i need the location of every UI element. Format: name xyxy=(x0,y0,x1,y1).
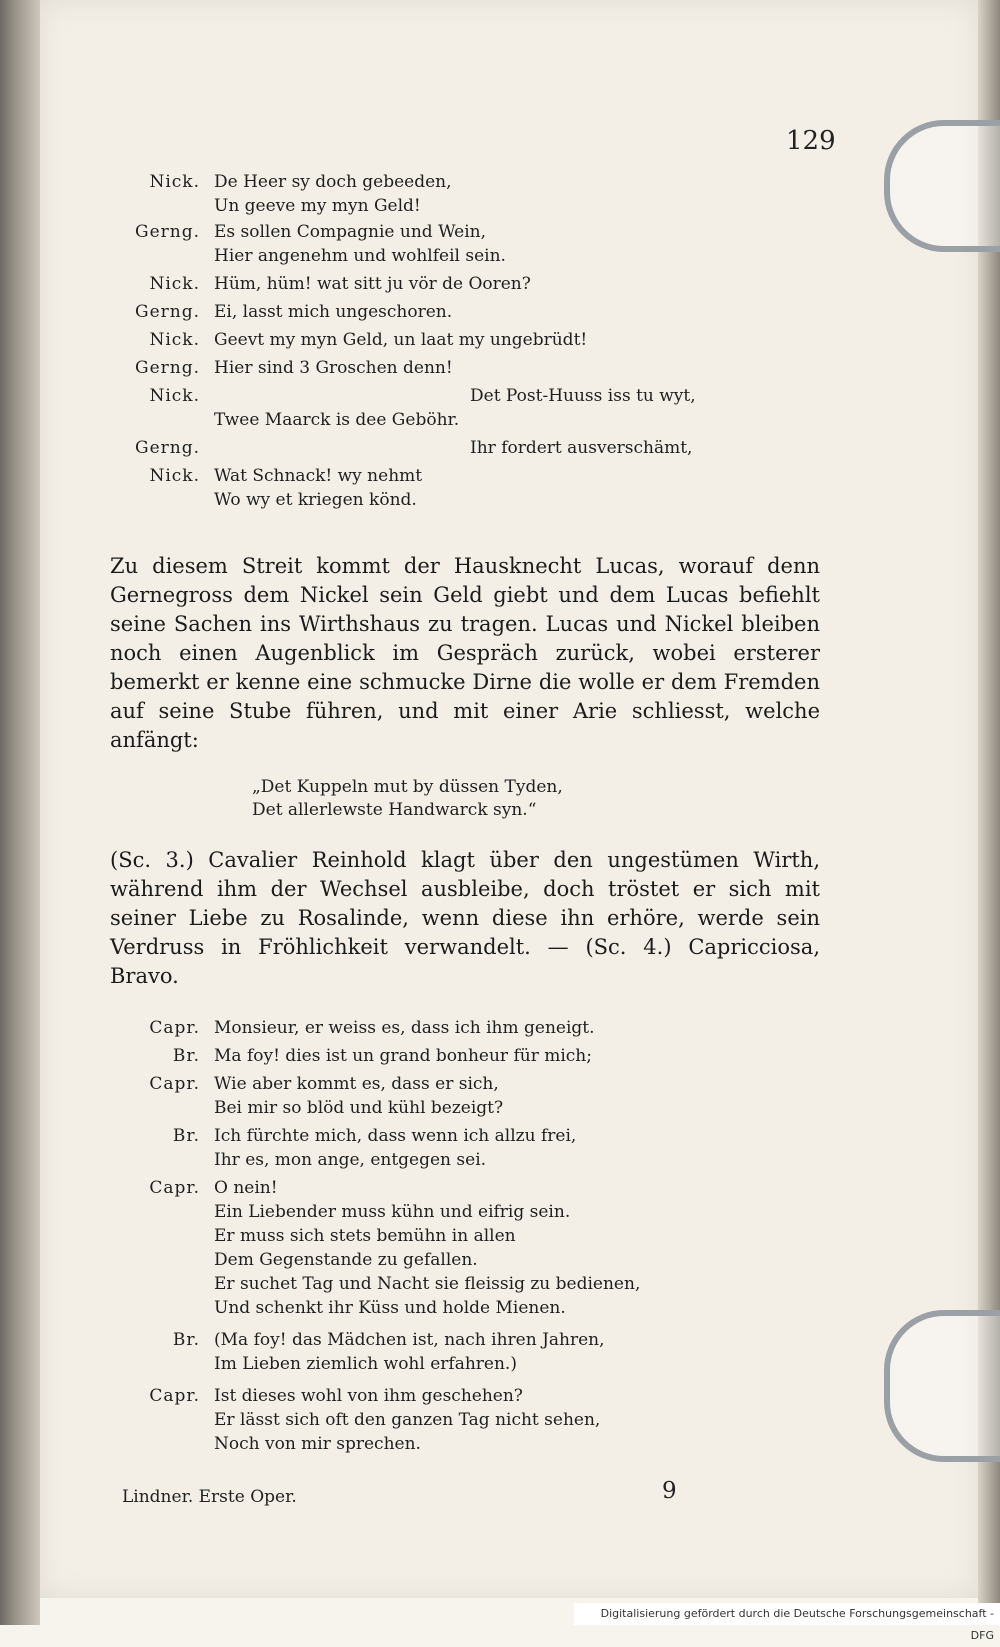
dialogue-text: Es sollen Compagnie und Wein, Hier angenehm und wohlfeil sein. xyxy=(214,222,506,266)
speaker-label: Nick. xyxy=(149,466,200,486)
dialogue-line xyxy=(100,1124,740,1172)
dialogue-text: Monsieur, er weiss es, dass ich ihm geneigt. xyxy=(214,1018,595,1038)
speaker-label: Nick. xyxy=(149,172,200,192)
digitization-credit: Digitalisierung gefördert durch die Deutsche Forschungsgemeinschaft - DFG xyxy=(574,1603,1000,1625)
dialogue-text-right: Ihr fordert ausverschämt, xyxy=(470,438,693,458)
speaker-label: Capr. xyxy=(149,1074,200,1094)
speaker-label: Gerng. xyxy=(134,358,200,378)
speaker-label: Gerng. xyxy=(134,438,200,458)
speaker-label: Br. xyxy=(172,1330,200,1350)
dialogue-line xyxy=(100,328,740,352)
dialogue-line xyxy=(100,436,740,460)
dialogue-line xyxy=(100,384,740,432)
dialogue-line xyxy=(100,1016,740,1040)
dialogue-text-right: Det Post-Huuss iss tu wyt, xyxy=(470,386,696,406)
dialogue-line xyxy=(100,300,740,324)
speaker-label: Gerng. xyxy=(134,222,200,242)
dialogue-text: Geevt my myn Geld, un laat my ungebrüdt! xyxy=(214,330,588,350)
dialogue-text: Hüm, hüm! wat sitt ju vör de Ooren? xyxy=(214,274,531,294)
scan-left-edge xyxy=(0,0,40,1625)
speaker-label: Nick. xyxy=(149,330,200,350)
aria-quote: „Det Kuppeln mut by düssen Tyden, Det allerlewste Handwarck syn.“ xyxy=(252,777,563,820)
dialogue-text: (Ma foy! das Mädchen ist, nach ihren Jahren, Im Lieben ziemlich wohl erfahren.) xyxy=(214,1330,605,1374)
page-clip-top xyxy=(884,120,1000,252)
speaker-label: Br. xyxy=(172,1126,200,1146)
narrative-paragraph: (Sc. 3.) Cavalier Reinhold klagt über den ungestümen Wirth, während ihm der Wechsel ausbleibe, doch tröstet er sich mit seiner Liebe zu Rosalinde, wenn diese ihn erhöre, werde sein Verdruss in Fröhlichkeit verwandelt. — (Sc. 4.) Capricciosa, Bravo. xyxy=(110,848,820,988)
signature-mark: 9 xyxy=(662,1478,677,1504)
speaker-label: Capr. xyxy=(149,1386,200,1406)
speaker-label: Gerng. xyxy=(134,302,200,322)
page-clip-bottom xyxy=(884,1310,1000,1462)
page-number: 129 xyxy=(786,126,836,156)
dialogue-text: Wie aber kommt es, dass er sich, Bei mir so blöd und kühl bezeigt? xyxy=(214,1074,504,1118)
running-footer-title: Lindner. Erste Oper. xyxy=(122,1487,297,1507)
dialogue-text: Ist dieses wohl von ihm geschehen? Er lässt sich oft den ganzen Tag nicht sehen, Noch von mir sprechen. xyxy=(214,1386,601,1454)
dialogue-line xyxy=(100,1176,740,1320)
dialogue-text: Hier sind 3 Groschen denn! xyxy=(214,358,453,378)
dialogue-line xyxy=(100,220,740,268)
dialogue-block-1 xyxy=(100,170,740,512)
speaker-label: Capr. xyxy=(149,1018,200,1038)
dialogue-line xyxy=(100,1044,740,1068)
dialogue-line xyxy=(100,1384,740,1456)
dialogue-line xyxy=(100,464,740,512)
dialogue-text: Ich fürchte mich, dass wenn ich allzu frei, Ihr es, mon ange, entgegen sei. xyxy=(214,1126,577,1170)
speaker-label: Nick. xyxy=(149,274,200,294)
dialogue-text: O nein! Ein Liebender muss kühn und eifrig sein. Er muss sich stets bemühn in allen Dem Gegenstande zu gefallen. Er suchet Tag und Nacht sie fleissig zu bedienen, Und schenkt ihr Küss und holde Mienen. xyxy=(214,1178,641,1318)
speaker-label: Br. xyxy=(172,1046,200,1066)
dialogue-line xyxy=(100,272,740,296)
dialogue-block-2 xyxy=(100,1016,740,1456)
dialogue-line xyxy=(100,356,740,380)
speaker-label: Nick. xyxy=(149,386,200,406)
dialogue-text: Ma foy! dies ist un grand bonheur für mich; xyxy=(214,1046,592,1066)
narrative-paragraph: Zu diesem Streit kommt der Hausknecht Lucas, worauf denn Gernegross dem Nickel sein Geld giebt und dem Lucas befiehlt seine Sachen ins Wirthshaus zu tragen. Lucas und Nickel bleiben noch einen Augenblick im Gespräch zurück, wobei ersterer bemerkt er kenne eine schmucke Dirne die wolle er dem Fremden auf seine Stube führen, und mit einer Arie schliesst, welche anfängt: xyxy=(110,554,820,752)
dialogue-text: Wat Schnack! wy nehmt Wo wy et kriegen könd. xyxy=(214,466,423,510)
dialogue-line xyxy=(100,170,740,218)
dialogue-line xyxy=(100,1072,740,1120)
dialogue-text: De Heer sy doch gebeeden, Un geeve my myn Geld! xyxy=(214,172,452,216)
speaker-label: Capr. xyxy=(149,1178,200,1198)
dialogue-line xyxy=(100,1328,740,1376)
dialogue-text: Ei, lasst mich ungeschoren. xyxy=(214,302,453,322)
dialogue-text: Twee Maarck is dee Geböhr. xyxy=(214,410,460,430)
